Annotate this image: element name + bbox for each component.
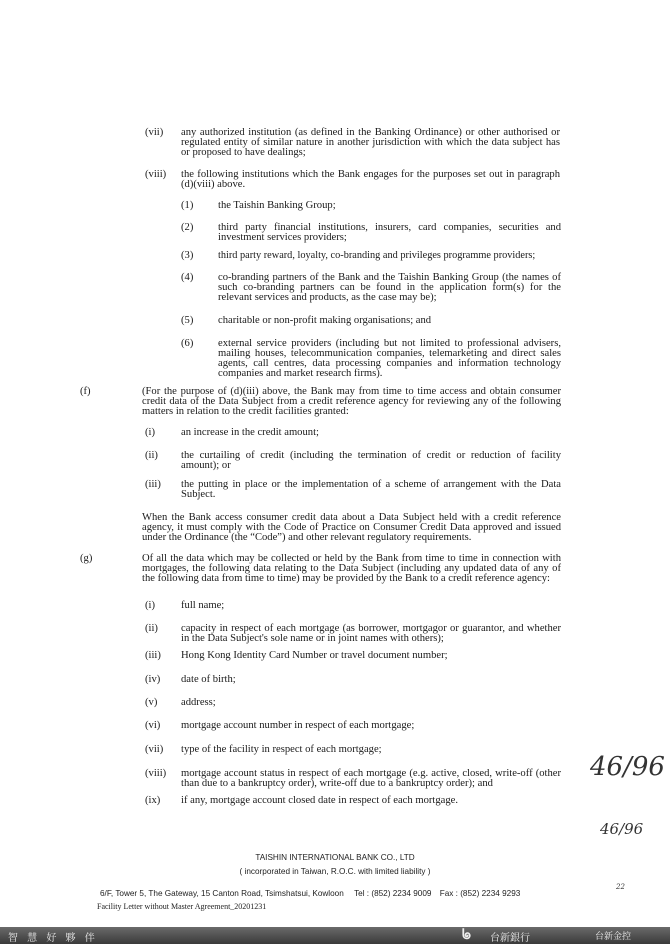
closing-paragraph: When the Bank access consumer credit data about a Data Subject held with a credit reference agency, it must comply with the Code of Practice on Consumer Credit Data approved and issued under the Ordinance (the “Code”) and other relevant regulatory requirements.: [142, 512, 561, 543]
item-label: (5): [181, 315, 194, 326]
item-label: (vii): [145, 744, 164, 755]
item-text: address;: [181, 697, 216, 708]
incorporation-note: ( incorporated in Taiwan, R.O.C. with limited liability ): [239, 867, 431, 876]
item-label: (ix): [145, 795, 161, 806]
item-label: (vi): [145, 720, 161, 731]
section-text: Of all the data which may be collected or held by the Bank from time to time in connection with mortgages, the following data relating to the Data Subject (including any updated data of any of the following data from time to time) may be provided by the Bank to a credit reference agency:: [142, 553, 561, 584]
company-name: TAISHIN INTERNATIONAL BANK CO., LTD: [255, 853, 415, 862]
handwritten-page-number: 46/96: [590, 752, 665, 782]
bank-name: 台新銀行: [490, 933, 530, 944]
item-text: capacity in respect of each mortgage (as borrower, mortgagor or guarantor, and whether in the Data Subject's sole name or in joint names with others);: [181, 623, 561, 644]
item-text: Hong Kong Identity Card Number or travel document number;: [181, 650, 448, 661]
telephone: Tel : (852) 2234 9009: [354, 889, 432, 898]
item-text: the following institutions which the Bank engages for the purposes set out in paragraph (d)(viii) above.: [181, 169, 560, 190]
item-text: charitable or non-profit making organisations; and: [218, 315, 432, 326]
item-text: the putting in place or the implementation of a scheme of arrangement with the Data Subject.: [181, 479, 561, 500]
item-label: (viii): [145, 169, 167, 180]
handwritten-mark: 22: [616, 883, 625, 891]
handwritten-page-number-small: 46/96: [600, 820, 644, 838]
item-label: (iii): [145, 650, 161, 661]
item-label: (4): [181, 272, 194, 283]
item-label: (2): [181, 222, 194, 233]
address-line: [100, 889, 520, 898]
item-text: any authorized institution (as defined in the Banking Ordinance) or other authorised or regulated entity of similar nature in another jurisdiction with which the data subject has or proposed to have dealings;: [181, 127, 560, 158]
item-text: type of the facility in respect of each mortgage;: [181, 744, 382, 755]
item-text: mortgage account status in respect of each mortgage (e.g. active, closed, write-off (other than due to a bankruptcy order), write-off due to a bankruptcy order); and: [181, 768, 561, 789]
item-label: (i): [145, 600, 155, 611]
address: 6/F, Tower 5, The Gateway, 15 Canton Road, Tsimshatsui, Kowloon: [100, 889, 344, 898]
item-label: (i): [145, 427, 155, 438]
item-text: third party financial institutions, insurers, card companies, securities and investment services providers;: [218, 222, 561, 243]
item-label: (ii): [145, 623, 158, 634]
section-label: (f): [80, 386, 91, 397]
item-text: co-branding partners of the Bank and the Taishin Banking Group (the names of such co-branding partners can be found in the application form(s) for the relevant services and products, as the case may be);: [218, 272, 561, 303]
item-label: (vii): [145, 127, 164, 138]
document-reference: Facility Letter without Master Agreement_20201231: [97, 902, 267, 911]
fax: Fax : (852) 2234 9293: [439, 889, 521, 898]
item-label: (iv): [145, 674, 161, 685]
item-label: (ii): [145, 450, 158, 461]
item-label: (v): [145, 697, 158, 708]
item-text: date of birth;: [181, 674, 236, 685]
item-label: (1): [181, 200, 194, 211]
item-text: if any, mortgage account closed date in respect of each mortgage.: [181, 795, 458, 806]
item-text: external service providers (including but not limited to professional advisers, mailing houses, telecommunication companies, telemarketing and direct sales agents, call centres, data processing companies and information technology companies and market research firms).: [218, 338, 561, 379]
section-label: (g): [80, 553, 93, 564]
slogan: 智 慧 好 夥 伴: [8, 933, 98, 944]
item-text: an increase in the credit amount;: [181, 427, 319, 438]
item-label: (6): [181, 338, 194, 349]
holding-name: 台新金控: [595, 932, 632, 942]
footer-banner: [0, 927, 670, 944]
item-label: (3): [181, 250, 194, 261]
item-text: full name;: [181, 600, 225, 611]
item-text: the curtailing of credit (including the termination of credit or reduction of facility amount); or: [181, 450, 561, 471]
item-label: (viii): [145, 768, 167, 779]
section-text: (For the purpose of (d)(iii) above, the Bank may from time to time access and obtain consumer credit data of the Data Subject from a credit reference agency for reviewing any of the following matters in relation to the credit facilities granted:: [142, 386, 561, 417]
item-label: (iii): [145, 479, 161, 490]
taishin-logo-icon: ᖚ: [462, 927, 472, 943]
item-text: mortgage account number in respect of each mortgage;: [181, 720, 415, 731]
item-text: the Taishin Banking Group;: [218, 200, 336, 211]
item-text: third party reward, loyalty, co-branding and privileges programme providers;: [218, 250, 536, 261]
